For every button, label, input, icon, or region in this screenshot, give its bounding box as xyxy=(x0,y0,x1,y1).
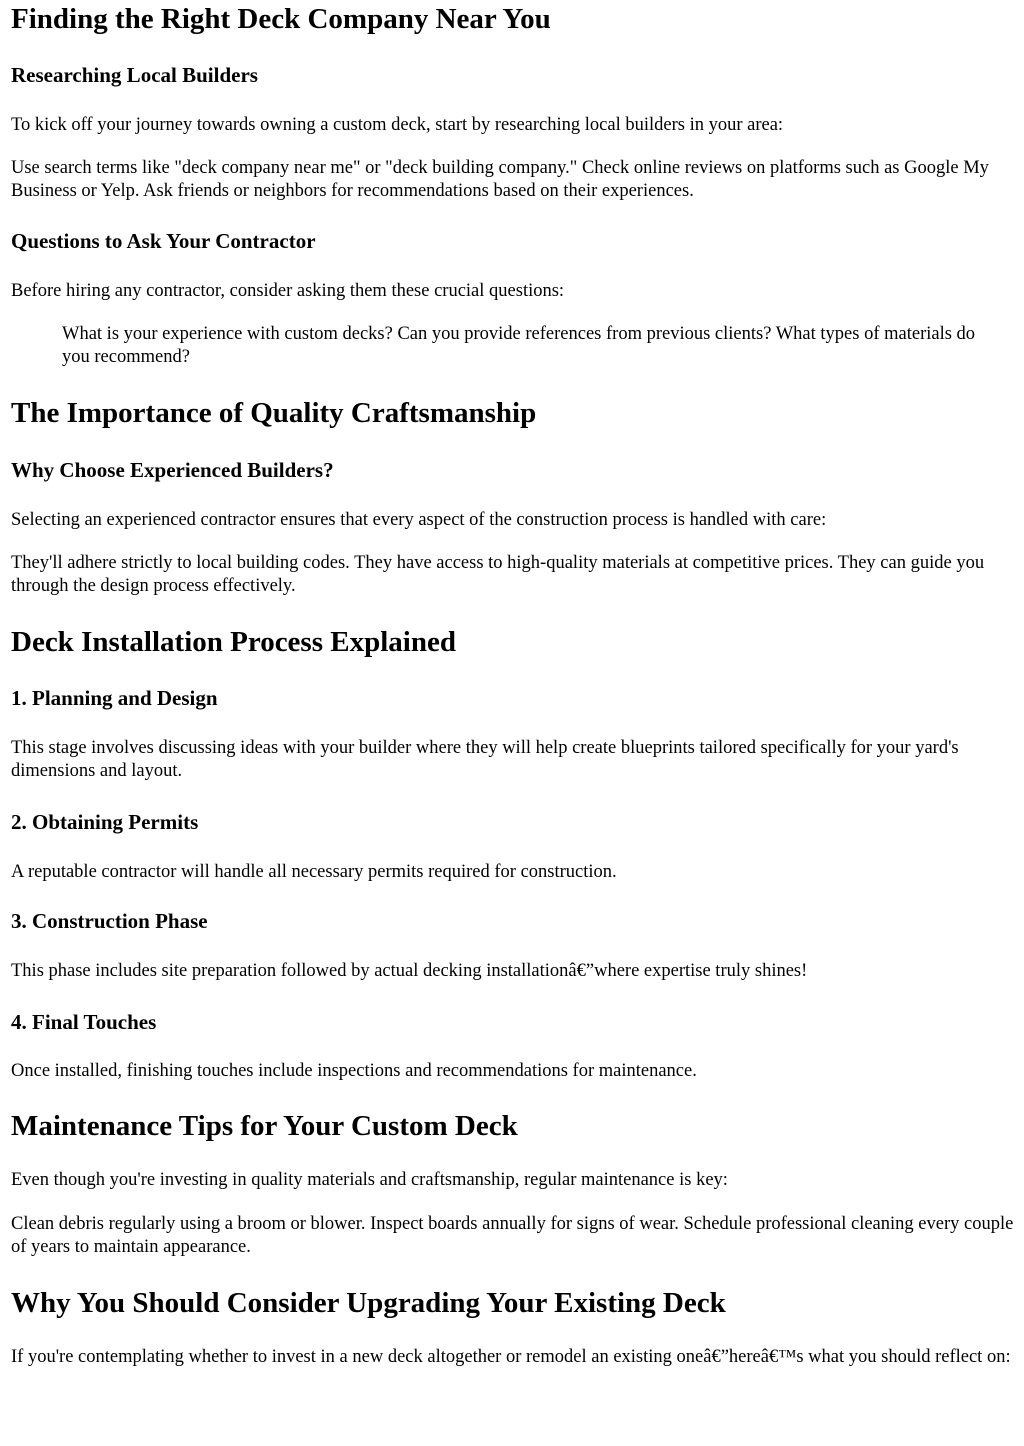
subheading-planning-design: 1. Planning and Design xyxy=(11,686,218,710)
subheading-researching-local-builders: Researching Local Builders xyxy=(11,63,258,87)
paragraph-maintenance-body: Clean debris regularly using a broom or blower. Inspect boards annually for signs of wear. Schedule professional cleaning every couple of years to maintain appearance. xyxy=(11,1214,1014,1257)
subheading-experienced-builders: Why Choose Experienced Builders? xyxy=(11,458,334,482)
paragraph-maintenance-intro: Even though you're investing in quality materials and craftsmanship, regular maintenance is key: xyxy=(11,1170,728,1190)
blockquote-contractor-questions: What is your experience with custom decks? Can you provide references from previous clients? What types of materials do you recommend? xyxy=(62,324,976,367)
paragraph-upgrading-intro: If you're contemplating whether to invest in a new deck altogether or remodel an existing oneâ€”hereâ€™s what you should reflect on: xyxy=(11,1347,1011,1367)
paragraph-planning-design: This stage involves discussing ideas with your builder where they will help create blueprints tailored specifically for your yard's dimensions and layout. xyxy=(11,738,959,781)
subheading-final-touches: 4. Final Touches xyxy=(11,1010,157,1034)
subheading-construction-phase: 3. Construction Phase xyxy=(11,909,208,933)
paragraph-experienced-intro: Selecting an experienced contractor ensures that every aspect of the construction process is handled with care: xyxy=(11,510,827,530)
paragraph-research-body: Use search terms like "deck company near me" or "deck building company." Check online reviews on platforms such as Google My Business or Yelp. Ask friends or neighbors for recommendations based on their experiences. xyxy=(11,158,989,201)
paragraph-experienced-body: They'll adhere strictly to local building codes. They have access to high-quality materials at competitive prices. They can guide you through the design process effectively. xyxy=(11,553,985,596)
section-heading-upgrading-deck: Why You Should Consider Upgrading Your Existing Deck xyxy=(11,1287,726,1319)
section-heading-finding-deck-company: Finding the Right Deck Company Near You xyxy=(11,3,551,35)
section-heading-installation-process: Deck Installation Process Explained xyxy=(11,626,456,658)
paragraph-construction-phase: This phase includes site preparation followed by actual decking installationâ€”where expertise truly shines! xyxy=(11,961,808,981)
paragraph-final-touches: Once installed, finishing touches include inspections and recommendations for maintenance. xyxy=(11,1061,697,1081)
section-heading-maintenance-tips: Maintenance Tips for Your Custom Deck xyxy=(11,1110,518,1142)
paragraph-obtaining-permits: A reputable contractor will handle all necessary permits required for construction. xyxy=(11,862,617,882)
paragraph-questions-intro: Before hiring any contractor, consider asking them these crucial questions: xyxy=(11,281,565,301)
subheading-obtaining-permits: 2. Obtaining Permits xyxy=(11,810,199,834)
section-heading-quality-craftsmanship: The Importance of Quality Craftsmanship xyxy=(11,397,537,429)
paragraph-research-intro: To kick off your journey towards owning a custom deck, start by researching local builders in your area: xyxy=(11,115,784,135)
subheading-questions-contractor: Questions to Ask Your Contractor xyxy=(11,229,316,253)
